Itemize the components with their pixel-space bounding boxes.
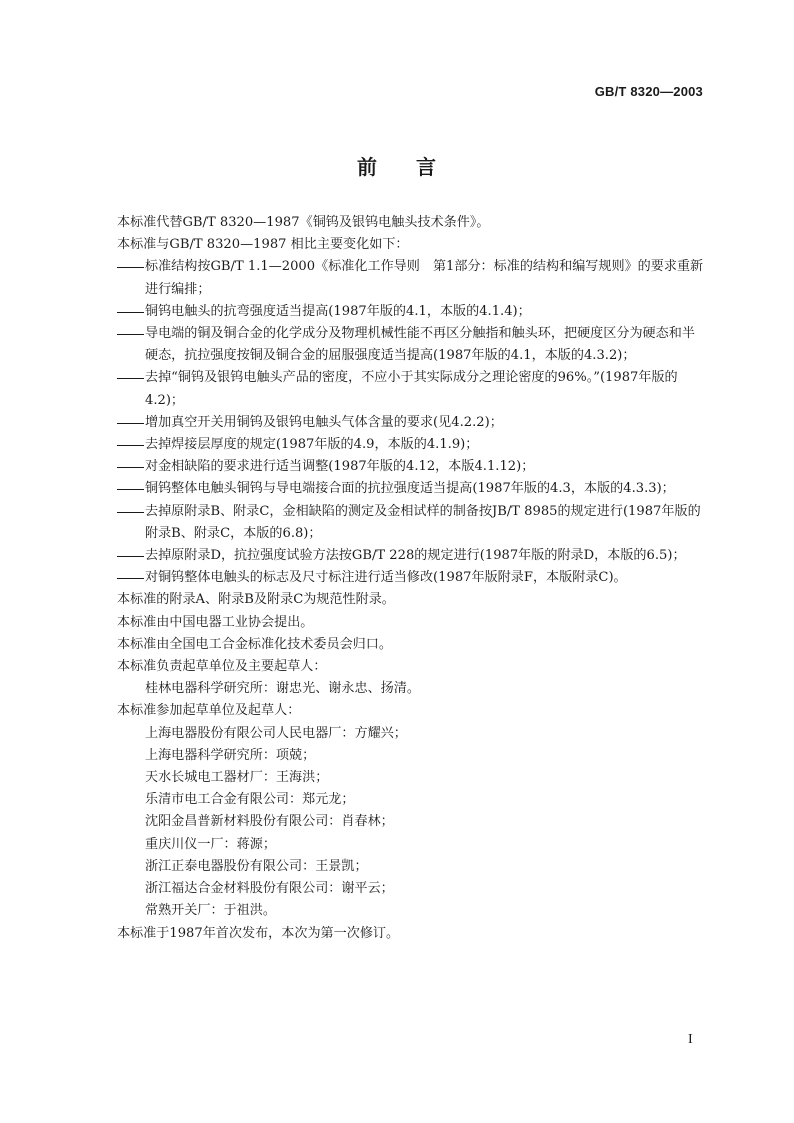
participant-item: 常熟开关厂：于祖洪。 [145, 903, 276, 919]
change-item: 铜钨电触头的抗弯强度适当提高(1987年版的4.1，本版的4.1.4)； [145, 303, 531, 319]
participant-item: 沈阳金昌普新材料股份有限公司：肖春林； [145, 814, 394, 830]
participant-item: 上海电器股份有限公司人民电器厂：方耀兴； [145, 725, 407, 741]
revision-history: 本标准于1987年首次发布，本次为第一次修订。 [117, 925, 400, 941]
page-number: I [688, 1032, 693, 1047]
changes-list [117, 256, 705, 589]
participant-item: 重庆川仪一厂：蒋源； [145, 836, 276, 852]
participant-item: 浙江福达合金材料股份有限公司：谢平云； [145, 881, 394, 897]
participant-item: 上海电器科学研究所：项兢； [145, 747, 316, 763]
change-item: 铜钨整体电触头铜钨与导电端接合面的抗拉强度适当提高(1987年版的4.3，本版的4.3.3)； [145, 481, 675, 497]
participant-item: 浙江正泰电器股份有限公司：王景凯； [145, 858, 368, 874]
change-item: 对金相缺陷的要求进行适当调整(1987年版的4.12，本版4.1.12)； [145, 459, 535, 475]
participant-item: 天水长城电工器材厂：王海洪； [145, 770, 329, 786]
change-item: 增加真空开关用铜钨及银钨电触头气体含量的要求(见4.2.2)； [145, 414, 503, 430]
change-item: 去掉“铜钨及银钨电触头产品的密度，不应小于其实际成分之理论密度的96%。”(1987年版的4.2)； [145, 370, 678, 408]
committee-statement: 本标准由全国电工合金标准化技术委员会归口。 [117, 636, 392, 652]
title-char-1: 前 [357, 155, 378, 179]
document-body [117, 212, 705, 945]
replacement-statement: 本标准代替GB/T 8320—1987《铜钨及银钨电触头技术条件》。 [117, 215, 490, 230]
participant-item: 乐清市电工合金有限公司：郑元龙； [145, 792, 355, 808]
lead-drafting-heading: 本标准负责起草单位及主要起草人： [117, 659, 327, 675]
changes-intro: 本标准与GB/T 8320—1987 相比主要变化如下： [117, 237, 409, 253]
participants-heading: 本标准参加起草单位及起草人： [117, 703, 301, 719]
change-item: 标准结构按GB/T 1.1—2000《标准化工作导则 第1部分：标准的结构和编写规则》的要求重新进行编排； [145, 259, 704, 297]
title-char-2: 言 [416, 155, 437, 179]
change-item: 对铜钨整体电触头的标志及尺寸标注进行适当修改(1987年版附录F，本版附录C)。 [145, 570, 627, 586]
change-item: 去掉焊接层厚度的规定(1987年版的4.9，本版的4.1.9)； [145, 437, 479, 453]
proposer-statement: 本标准由中国电器工业协会提出。 [117, 614, 314, 630]
lead-drafter: 桂林电器科学研究所：谢忠光、谢永忠、扬清。 [145, 681, 420, 697]
change-item: 导电端的铜及铜合金的化学成分及物理机械性能不再区分触指和触头环，把硬度区分为硬态和半硬态，抗拉强度按铜及铜合金的屈服强度适当提高(1987年版的4.1，本版的4.3.2)； [145, 326, 695, 364]
change-item: 去掉原附录D，抗拉强度试验方法按GB/T 228的规定进行(1987年版的附录D，本版的6.5)； [145, 548, 686, 564]
change-item: 去掉原附录B、附录C，金相缺陷的测定及金相试样的制备按JB/T 8985的规定进行(1987年版的附录B、附录C，本版的6.8)； [145, 503, 701, 541]
standard-code: GB/T 8320—2003 [594, 84, 703, 99]
participants-list [117, 723, 705, 923]
annex-statement: 本标准的附录A、附录B及附录C为规范性附录。 [117, 592, 395, 608]
page-title [0, 151, 794, 180]
